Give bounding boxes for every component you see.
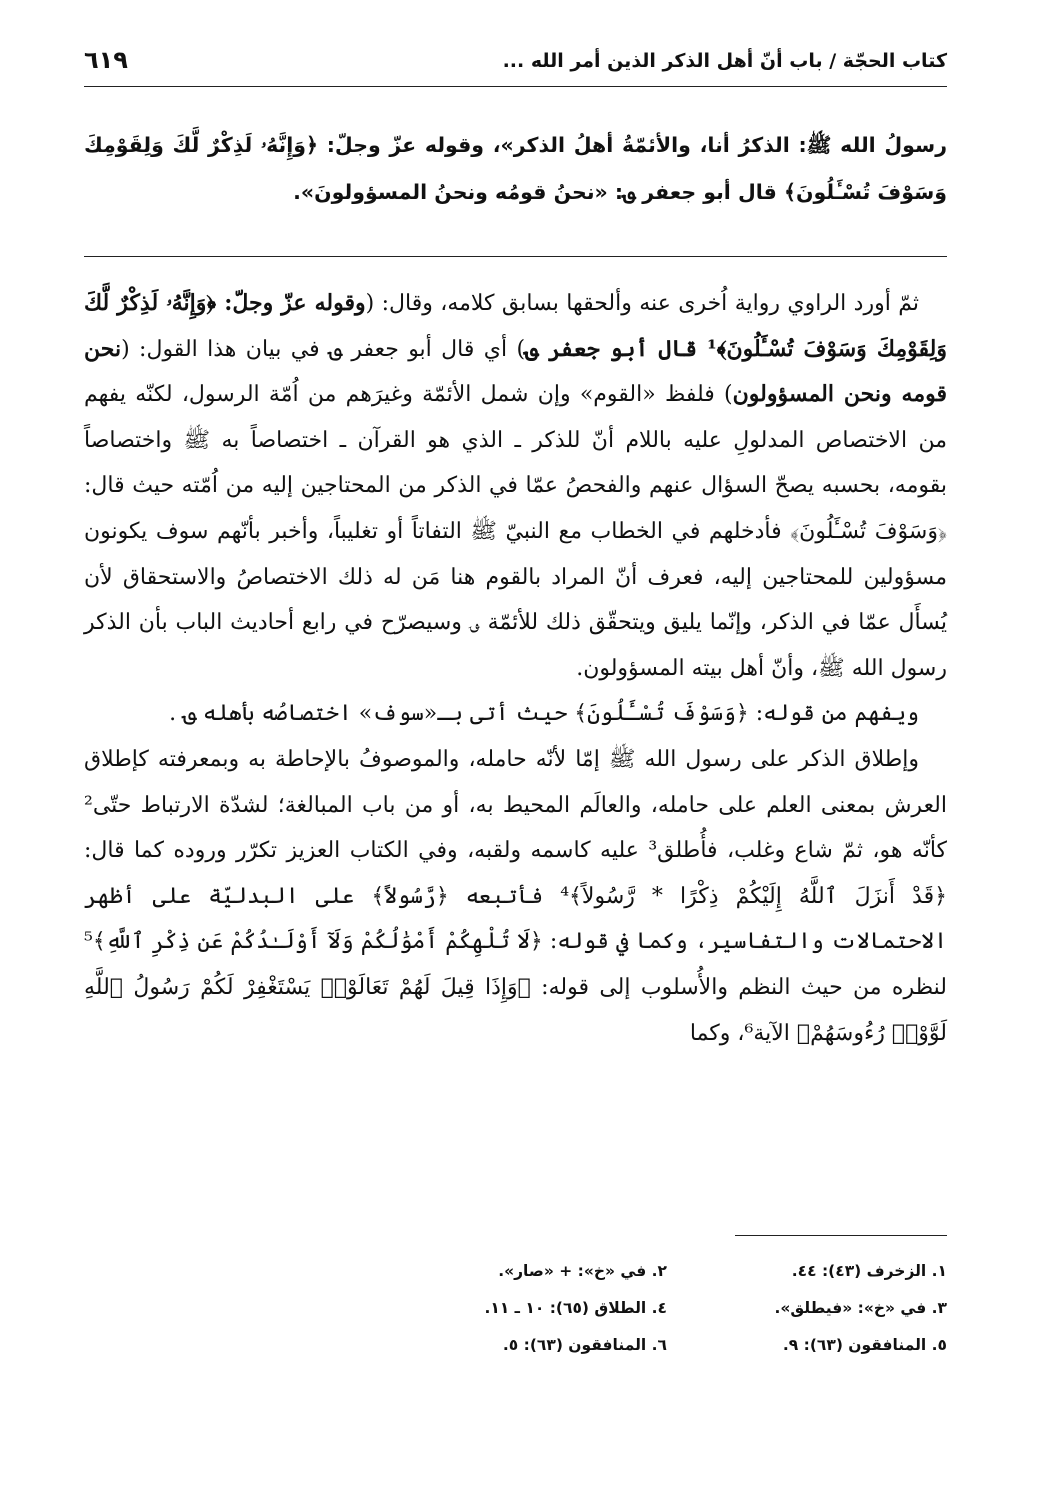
footnote-row	[387, 1336, 947, 1373]
separator-rule	[84, 256, 947, 257]
commentary-paragraph-3: وإطلاق الذكر على رسول الله ﷺ إمّا لأنّه حامله، والموصوفُ بالإحاطة به وبمعرفته كإطلاق العرش بمعنى العلم على حامله، والعالَم المحيط به، أو من باب المبالغة؛ لشدّة الارتباط حتّى² كأنّه هو، ثمّ شاع وغلب، فأُطلق³ عليه كاسمه ولقبه، وفي الكتاب العزيز تكرّر وروده كما قال: ﴿قَدْ أَنزَلَ ٱللَّهُ إِلَيْكُمْ ذِكْرًا * رَّسُولاً﴾⁴ فأتبعه ﴿رَّسُولاً﴾ على البدليّة على أظهر الاحتمالات والتفاسير، وكما في قوله: ﴿لَا تُلْهِكُمْ أَمْوَٰلُكُمْ وَلَآ أَوْلَـٰدُكُمْ عَن ذِكْرِ ٱللَّهِ﴾⁵ لنظره من حيث النظم والأُسلوب إلى قوله: ﴿وَإِذَا قِيلَ لَهُمْ تَعَالَوْا۟ يَسْتَغْفِرْ لَكُمْ رَسُولُ ٱللَّهِ لَوَّوْا۟ رُءُوسَهُمْ﴾ الآية⁶، وكما	[84, 746, 947, 1046]
footnote-1: ١. الزخرف (٤٣): ٤٤.	[791, 1262, 947, 1280]
running-title: كتاب الحجّة / باب أنّ أهل الذكر الذين أمر الله ...	[502, 50, 947, 72]
footnote-2: ٢. في «خ»: + «صار».	[498, 1262, 667, 1280]
footnote-5: ٥. المنافقون (٦٣): ٩.	[782, 1336, 947, 1354]
footnote-3: ٣. في «خ»: «فيطلق».	[774, 1299, 947, 1317]
footnotes	[387, 1262, 947, 1373]
hadith-text-block	[84, 122, 947, 216]
p1-quoted-answer: نحن قومه ونحن المسؤولون	[84, 335, 948, 408]
footnotes-rule	[735, 1235, 947, 1236]
page-number: ٦١٩	[84, 46, 128, 74]
p1-mid: ) أي قال أبو جعفر ؈ في بيان هذا القول: (	[121, 336, 526, 362]
hadith-paragraph: رسولُ الله ﷺ: الذكرُ أنا، والأئمّةُ أهلُ الذكر»، وقوله عزّ وجلّ: ﴿وَإِنَّهُۥ لَذِكْرٌ لَّكَ وَلِقَوْمِكَ وَسَوْفَ تُسْـَٔلُونَ﴾ قال أبو جعفر ؈: «نحنُ قومُه ونحنُ المسؤولونَ».	[84, 133, 947, 204]
commentary-paragraph-1	[84, 281, 947, 691]
footnote-row	[387, 1262, 947, 1299]
footnote-row	[387, 1299, 947, 1336]
footnote-6: ٦. المنافقون (٦٣): ٥.	[502, 1336, 667, 1354]
p1-intro: ثمّ أورد الراوي رواية اُخرى عنه وألحقها بسابق كلامه، وقال: (	[365, 291, 919, 316]
commentary-block	[84, 281, 947, 1056]
page-header	[84, 44, 947, 84]
header-rule	[84, 86, 947, 87]
commentary-paragraph-2: ويفهم من قوله: ﴿وَسَوْفَ تُسْـَٔلُونَ﴾ حيث أتى بـ«سوف» اختصاصُه بأهله ؈ .	[169, 701, 919, 727]
p1-quoted-verse: وقوله عزّ وجلّ: ﴿وَإِنَّهُۥ لَذِكْرٌ لَّكَ وَلِقَوْمِكَ وَسَوْفَ تُسْـَٔلُونَ﴾¹ قال أبو جعفر ؈	[84, 290, 947, 362]
footnote-4: ٤. الطلاق (٦٥): ١٠ ـ ١١.	[484, 1299, 667, 1317]
p1-rest: ) فلفظ «القوم» وإن شمل الأئمّة وغيرَهم من اُمّة الرسول، لكنّه يفهم من الاختصاص المدلولِ عليه باللام أنّ للذكر ـ الذي هو القرآن ـ اختصاصاً به ﷺ واختصاصاً بقومه، بحسبه يصحّ السؤال عنهم والفحصُ عمّا في الذكر من المحتاجين إليه من اُمّته حيث قال: ﴿وَسَوْفَ تُسْـَٔلُونَ﴾ فأدخلهم في الخطاب مع النبيّ ﷺ التفاتاً أو تغليباً، وأخبر بأنّهم سوف يكونون مسؤولين للمحتاجين إليه، فعرف أنّ المراد بالقوم هنا مَن له ذلك الاختصاصُ والاستحقاق لأن يُسأَل عمّا في الذكر، وإنّما يليق ويتحقّق ذلك للأئمّة ؈ وسيصرّح في رابع أحاديث الباب بأن الذكر رسول الله ﷺ، وأنّ أهل بيته المسؤولون.	[84, 382, 947, 681]
